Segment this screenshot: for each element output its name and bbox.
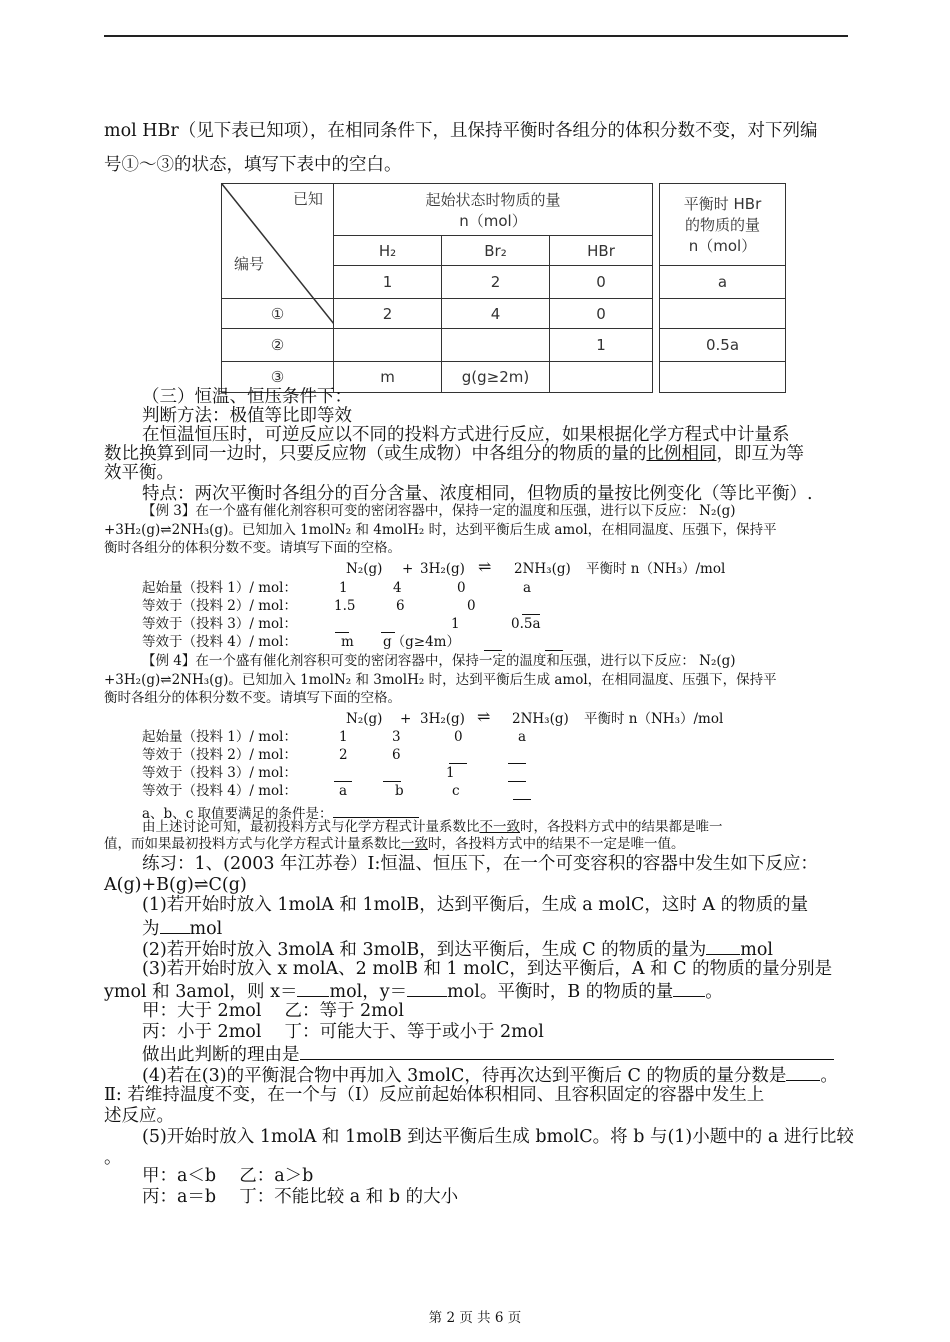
q2-post: mol: [740, 940, 773, 960]
eq-header-line-3: n（mol）: [688, 237, 757, 255]
row-0-hbr: 0: [550, 266, 653, 299]
ex4-row-0-c2: 3: [392, 729, 401, 745]
row-3-eq: [660, 362, 786, 393]
q3-b-blank[interactable]: [673, 979, 705, 997]
practice-options-1: 甲：大于 2mol 乙：等于 2mol: [142, 1001, 404, 1021]
ex4-c2-post: 时，各投料方式中的结果不一定是唯一值。: [428, 836, 685, 852]
q2-blank[interactable]: [706, 937, 740, 955]
ex4-eq-arrow-icon: ⇌: [477, 707, 491, 726]
q3-y-label: mol，y＝: [329, 982, 408, 1002]
row-1-eq: [660, 299, 786, 329]
q4-post: 。: [820, 1066, 838, 1086]
sec3-p1-pre: 数比换算到同一边时，只要反应物（或生成物）中各组分的物质的量的: [104, 444, 647, 464]
corner-number: 编号: [234, 255, 265, 273]
hbr-equilibrium-table: [221, 183, 786, 393]
col-header-h2: H₂: [334, 236, 442, 266]
page-footer: 第 2 页 共 6 页: [428, 1310, 522, 1326]
practice-options-2: 丙：小于 2mol 丁：可能大于、等于或小于 2mol: [142, 1022, 544, 1042]
ex3-row-0-c2: 4: [393, 580, 402, 596]
reason-label: 做出此判断的理由是: [142, 1045, 300, 1065]
ex3-row-2-label: 等效于（投料 3）/ mol：: [142, 616, 297, 632]
col-header-hbr: HBr: [550, 236, 653, 266]
ex3-eq-h2: 3H₂(g): [420, 561, 465, 577]
row-3-hbr: [550, 362, 653, 393]
ex4-line-1: 【例 4】在一个盛有催化剂容积可变的密闭容器中，保持一定的温度和压强，进行以下反应： N₂(g): [142, 653, 736, 669]
col-header-br2: Br₂: [442, 236, 550, 266]
practice-options-3: 甲：a＜b 乙：a＞b: [142, 1166, 314, 1186]
ex4-row-3-c1: a: [339, 783, 348, 799]
q3-b-label: mol。平衡时，B 的物质的量: [447, 982, 674, 1002]
row-0-br2: 2: [442, 266, 550, 299]
row-3-h2: m: [334, 362, 442, 393]
ex3-row-1-c1: 1.5: [334, 598, 356, 614]
q2-pre: (2)若开始时放入 3molA 和 3molB，到达平衡后，生成 C 的物质的量为: [142, 940, 707, 960]
intro-line-1: mol HBr（见下表已知项），在相同条件下，且保持平衡时各组分的体积分数不变，对下列编: [104, 121, 818, 141]
ex3-row-1-c2: 6: [396, 598, 405, 614]
ex3-eq-plus: +: [402, 561, 414, 577]
ex4-row-1-c1: 2: [339, 747, 348, 763]
row-2-hbr: 1: [550, 329, 653, 362]
sec3-p1-post: ，即互为等: [716, 444, 804, 464]
ex3-row-1-c3: 0: [467, 598, 476, 614]
sec3-p1-line-1: 在恒温恒压时，可逆反应以不同的投料方式进行反应，如果根据化学方程式中计量系: [142, 425, 790, 445]
ex4-row-3-c3: c: [452, 783, 460, 799]
q3-end: 。: [705, 982, 723, 1002]
ex4-c2-underlined: 一致: [401, 836, 428, 852]
q4-blank[interactable]: [786, 1063, 820, 1081]
ex4-row-3-label: 等效于（投料 4）/ mol：: [142, 783, 297, 799]
ex3-row-0-label: 起始量（投料 1）/ mol：: [142, 580, 297, 596]
header-rule: [104, 35, 848, 37]
ex3-row-3-c3-blank[interactable]: [484, 634, 502, 655]
corner-cell: [222, 184, 334, 299]
ex3-row-0-c3: 0: [457, 580, 466, 596]
ex4-row-2-c3: 1: [446, 765, 455, 781]
row-2-br2: [442, 329, 550, 362]
ex3-eq-arrow-icon: ⇌: [478, 557, 492, 576]
ex4-row-3-c4-blank[interactable]: [513, 783, 531, 804]
ex4-row-0-c1: 1: [339, 729, 348, 745]
row-0-eq: a: [660, 266, 786, 299]
practice-q3-line-1: (3)若开始时放入 x molA、2 molB 和 1 molC，到达平衡后，A 和 C 的物质的量分别是: [142, 959, 833, 979]
ex4-c2-pre: 值，而如果最初投料方式与化学方程式计量系数比: [104, 836, 401, 852]
ex4-row-0-c3: 0: [454, 729, 463, 745]
intro-line-2: 号①～③的状态，填写下表中的空白。: [104, 155, 402, 175]
ex4-row-0-c4: a: [518, 729, 527, 745]
ex3-row-3-label: 等效于（投料 4）/ mol：: [142, 634, 297, 650]
practice-reaction: A(g)+B(g)⇌C(g): [104, 875, 247, 895]
ex4-c1-post: 时，各投料方式中的结果都是唯一: [520, 819, 723, 835]
ex3-row-3-c2: g（g≥4m）: [383, 634, 460, 650]
ex3-line-1: 【例 3】在一个盛有催化剂容积可变的密闭容器中，保持一定的温度和压强，进行以下反应： N₂(g): [142, 503, 736, 519]
practice-options-4: 丙：a＝b 丁：不能比较 a 和 b 的大小: [142, 1187, 459, 1207]
row-1-hbr: 0: [550, 299, 653, 329]
ex4-row-1-c2: 6: [392, 747, 401, 763]
start-header-line-2: n（mol）: [459, 211, 527, 230]
ex4-conclusion-1: [142, 819, 723, 835]
row-1-label: ①: [222, 299, 334, 329]
sec3-p1-line-2: [104, 443, 804, 465]
ex4-eq-nh3: 2NH₃(g): [512, 711, 569, 727]
ex4-c1-underlined: 不一致: [479, 819, 520, 835]
gap-column: [653, 184, 660, 393]
q1-post: mol: [189, 919, 223, 939]
q3-x-blank[interactable]: [297, 979, 329, 997]
row-2-eq: 0.5a: [660, 329, 786, 362]
row-3-label: ③: [222, 362, 334, 393]
row-2-label: ②: [222, 329, 334, 362]
q1-pre: 为: [142, 919, 160, 939]
sec3-p1-underlined: 比例相同: [646, 444, 717, 464]
ex3-row-3-c4-blank[interactable]: [545, 634, 563, 655]
ex4-eq-tail: 平衡时 n（NH₃）/mol: [584, 711, 724, 727]
row-2-h2: [334, 329, 442, 362]
start-header: [334, 184, 653, 236]
eq-header-line-1: 平衡时 HBr: [683, 195, 762, 213]
row-1-h2: 2: [334, 299, 442, 329]
ex4-condition-blank[interactable]: [333, 801, 419, 818]
ex4-eq-n2: N₂(g): [346, 711, 383, 727]
sec3-p2: 特点：两次平衡时各组分的百分含量、浓度相同，但物质的量按比例变化（等比平衡）.: [142, 484, 813, 504]
corner-known: 已知: [292, 190, 323, 208]
practice-line-1: 练习：1、(2003 年江苏卷）Ⅰ:恒温、恒压下，在一个可变容积的容器中发生如下反应：: [142, 854, 818, 874]
sec3-method: 判断方法：极值等比即等效: [142, 406, 352, 426]
ex3-row-1-label: 等效于（投料 2）/ mol：: [142, 598, 297, 614]
q3-y-blank[interactable]: [407, 979, 447, 997]
sec3-p1-line-3: 效平衡。: [104, 463, 174, 483]
ex4-row-1-label: 等效于（投料 2）/ mol：: [142, 747, 297, 763]
ex4-condition-label: a、b、c 取值要满足的条件是：: [142, 806, 333, 822]
q1-blank[interactable]: [160, 916, 190, 934]
eq-header-line-2: 的物质的量: [684, 216, 760, 234]
reason-blank[interactable]: [300, 1042, 834, 1060]
ex4-eq-h2: 3H₂(g): [420, 711, 465, 727]
row-0-h2: 1: [334, 266, 442, 299]
ex3-row-3-c1: m: [341, 634, 354, 650]
ex3-row-0-c1: 1: [339, 580, 348, 596]
row-1-br2: 4: [442, 299, 550, 329]
practice-q5-line-2: 。: [104, 1148, 122, 1168]
ex4-conclusion-2: [104, 836, 685, 852]
ex3-row-0-c4: a: [523, 580, 532, 596]
ex3-line-2: +3H₂(g)⇌2NH₃(g)。已知加入 1molN₂ 和 4molH₂ 时，达到平衡后生成 amol，在相同温度、压强下，保持平: [104, 522, 777, 538]
ex3-eq-n2: N₂(g): [346, 561, 383, 577]
ex3-eq-nh3: 2NH₃(g): [514, 561, 571, 577]
ex4-line-2: +3H₂(g)⇌2NH₃(g)。已知加入 1molN₂ 和 3molH₂ 时，达到平衡后生成 amol，在相同温度、压强下，保持平: [104, 672, 777, 688]
practice-q1-line-1: (1)若开始时放入 1molA 和 1molB，达到平衡后，生成 a molC，这时 A 的物质的量: [142, 895, 809, 915]
row-3-br2: g(g≥2m): [442, 362, 550, 393]
q3-x-label: ymol 和 3amol，则 x＝: [104, 982, 298, 1002]
practice-q5-line-1: (5)开始时放入 1molA 和 1molB 到达平衡后生成 bmolC。将 b 与(1)小题中的 a 进行比较: [142, 1127, 854, 1147]
eq-header: [660, 184, 786, 266]
ex4-row-3-c2: b: [395, 783, 404, 799]
ex4-row-0-label: 起始量（投料 1）/ mol：: [142, 729, 297, 745]
ex4-row-2-label: 等效于（投料 3）/ mol：: [142, 765, 297, 781]
ex4-line-3: 衡时各组分的体积分数不变。请填写下面的空格。: [104, 690, 401, 706]
start-header-line-1: 起始状态时物质的量: [425, 190, 561, 209]
ex3-line-3: 衡时各组分的体积分数不变。请填写下面的空格。: [104, 540, 401, 556]
ex4-eq-plus: +: [400, 711, 412, 727]
practice-ii-line-2: 述反应。: [104, 1106, 174, 1126]
ex3-row-2-c3: 1: [451, 616, 460, 632]
ex3-row-2-c4: 0.5a: [511, 616, 541, 632]
sec3-title: （三）恒温、恒压条件下：: [142, 387, 352, 407]
ex3-eq-tail: 平衡时 n（NH₃）/mol: [586, 561, 726, 577]
q4-pre: (4)若在(3)的平衡混合物中再加入 3molC，待再次达到平衡后 C 的物质的量分数是: [142, 1066, 787, 1086]
ex4-c1-pre: 由上述讨论可知，最初投料方式与化学方程式计量系数比: [142, 819, 480, 835]
practice-ii-line-1: Ⅱ: 若维持温度不变，在一个与（Ⅰ）反应前起始体积相同、且容积固定的容器中发生上: [104, 1085, 765, 1105]
